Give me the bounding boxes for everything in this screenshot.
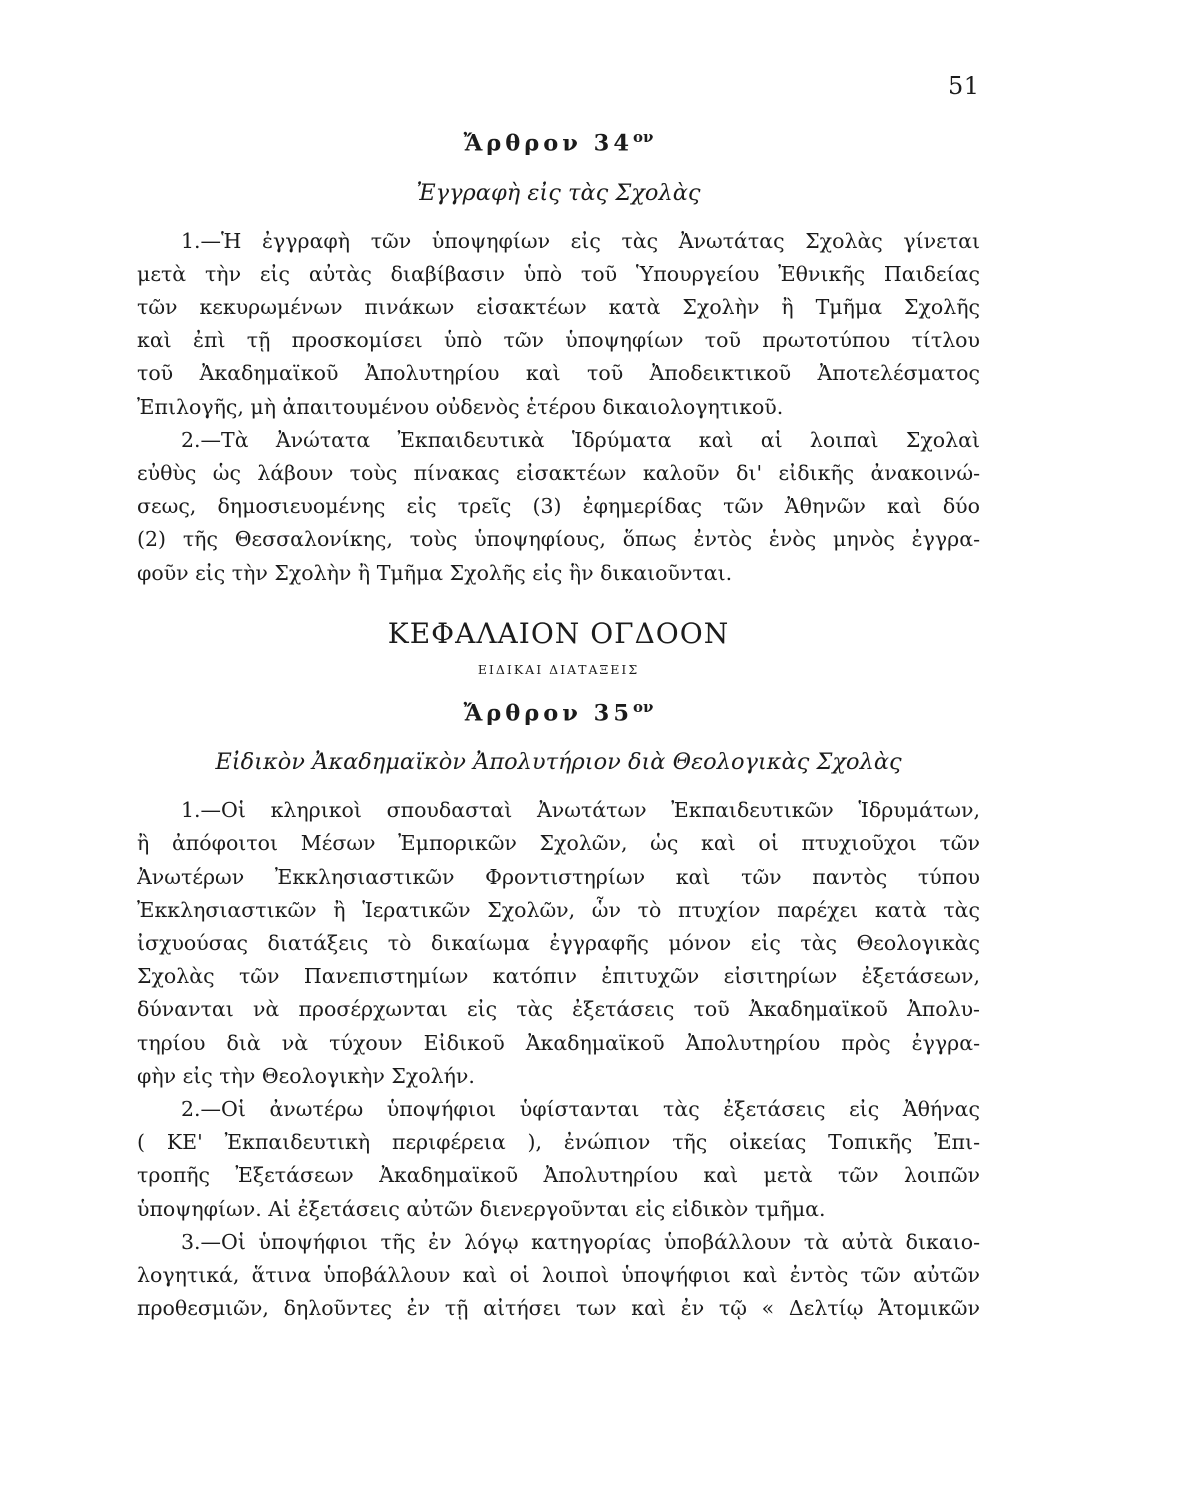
chapter-subtitle: ΕΙΔΙΚΑΙ ΔΙΑΤΑΞΕΙΣ <box>477 661 640 677</box>
article-34-subheading: Ἐγγραφὴ εἰς τὰς Σχολὰς <box>416 179 701 206</box>
article-34-paragraph-2: 2.—Τὰ Ἀνώτατα Ἐκπαιδευτικὰ Ἱδρύματα καὶ αἱ λοιπαὶ Σχολαὶ εὐθὺς ὡς λάβουν τοὺς πίνακας εἰσακτέων καλοῦν δι' εἰδικῆς ἀνακοινώ- σεως, δημοσιευομένης εἰς τρεῖς (3) ἐφημερίδας τῶν Ἀθηνῶν καὶ δύο (2) τῆς Θεσσαλονίκης, τοὺς ὑποψηφίους, ὅπως ἐντὸς ἑνὸς μηνὸς ἐγγρα- φοῦν εἰς τὴν Σχολὴν ἢ Τμῆμα Σχολῆς εἰς ἣν δικαιοῦνται. <box>137 427 980 585</box>
article-34-heading: Ἄρθρον $34^{o\nu}$ <box>463 128 654 157</box>
article-35-paragraph-2: 2.—Οἱ ἀνωτέρω ὑποψήφιοι ὑφίστανται τὰς ἐξετάσεις εἰς Ἀθήνας ( ΚΕ' Ἐκπαιδευτικὴ περιφέρεια ), ἐνώπιον τῆς οἰκείας Τοπικῆς Ἐπι- τροπῆς Ἐξετάσεων Ἀκαδημαϊκοῦ Ἀπολυτηρίου καὶ μετὰ τῶν λοιπῶν ὑποψηφίων. Αἱ ἐξετάσεις αὐτῶν διενεργοῦνται εἰς εἰδικὸν τμῆμα. <box>137 1097 980 1221</box>
article-35-paragraph-1: 1.—Οἱ κληρικοὶ σπουδασταὶ Ἀνωτάτων Ἐκπαιδευτικῶν Ἱδρυμάτων, ἢ ἀπόφοιτοι Μέσων Ἐμπορικῶν Σχολῶν, ὡς καὶ οἱ πτυχιοῦχοι τῶν Ἀνωτέρων Ἐκκλησιαστικῶν Φροντιστηρίων καὶ τῶν παντὸς τύπου Ἐκκλησιαστικῶν ἢ Ἱερατικῶν Σχολῶν, ὧν τὸ πτυχίον παρέχει κατὰ τὰς ἰσχυούσας διατάξεις τὸ δικαίωμα ἐγγραφῆς μόνον εἰς τὰς Θεολογικὰς Σχολὰς τῶν Πανεπιστημίων κατόπιν ἐπιτυχῶν εἰσιτηρίων ἐξετάσεων, δύνανται νὰ προσέρχωνται εἰς τὰς ἐξετάσεις τοῦ Ἀκαδημαϊκοῦ Ἀπολυ- τηρίου διὰ νὰ τύχουν Εἰδικοῦ Ἀκαδημαϊκοῦ Ἀπολυτηρίου πρὸς ἐγγρα- φὴν εἰς τὴν Θεολογικὴν Σχολήν. <box>137 798 980 1088</box>
article-35-subheading: Εἰδικὸν Ἀκαδημαϊκὸν Ἀπολυτήριον διὰ Θεολογικὰς Σχολὰς <box>215 749 902 776</box>
page-number: 51 <box>948 72 980 100</box>
article-35-heading: Ἄρθρον $35^{o\nu}$ <box>463 697 654 727</box>
chapter-title: ΚΕΦΑΛΑΙΟΝ ΟΓΔΟΟΝ <box>387 616 730 650</box>
page-body <box>137 118 980 1325</box>
article-34-paragraph-1: 1.—Ἡ ἐγγραφὴ τῶν ὑποψηφίων εἰς τὰς Ἀνωτάτας Σχολὰς γίνεται μετὰ τὴν εἰς αὐτὰς διαβίβασιν ὑπὸ τοῦ Ὑπουργείου Ἐθνικῆς Παιδείας τῶν κεκυρωμένων πινάκων εἰσακτέων κατὰ Σχολὴν ἢ Τμῆμα Σχολῆς καὶ ἐπὶ τῇ προσκομίσει ὑπὸ τῶν ὑποψηφίων τοῦ πρωτοτύπου τίτλου τοῦ Ἀκαδημαϊκοῦ Ἀπολυτηρίου καὶ τοῦ Ἀποδεικτικοῦ Ἀποτελέσματος Ἐπιλογῆς, μὴ ἀπαιτουμένου οὐδενὸς ἑτέρου δικαιολογητικοῦ. <box>137 228 980 419</box>
article-35-paragraph-3: 3.—Οἱ ὑποψήφιοι τῆς ἐν λόγῳ κατηγορίας ὑποβάλλουν τὰ αὐτὰ δικαιο- λογητικά, ἅτινα ὑποβάλλουν καὶ οἱ λοιποὶ ὑποψήφιοι καὶ ἐντὸς τῶν αὐτῶν προθεσμιῶν, δηλοῦντες ἐν τῇ αἰτήσει των καὶ ἐν τῷ « Δελτίῳ Ἀτομικῶν <box>137 1229 980 1321</box>
